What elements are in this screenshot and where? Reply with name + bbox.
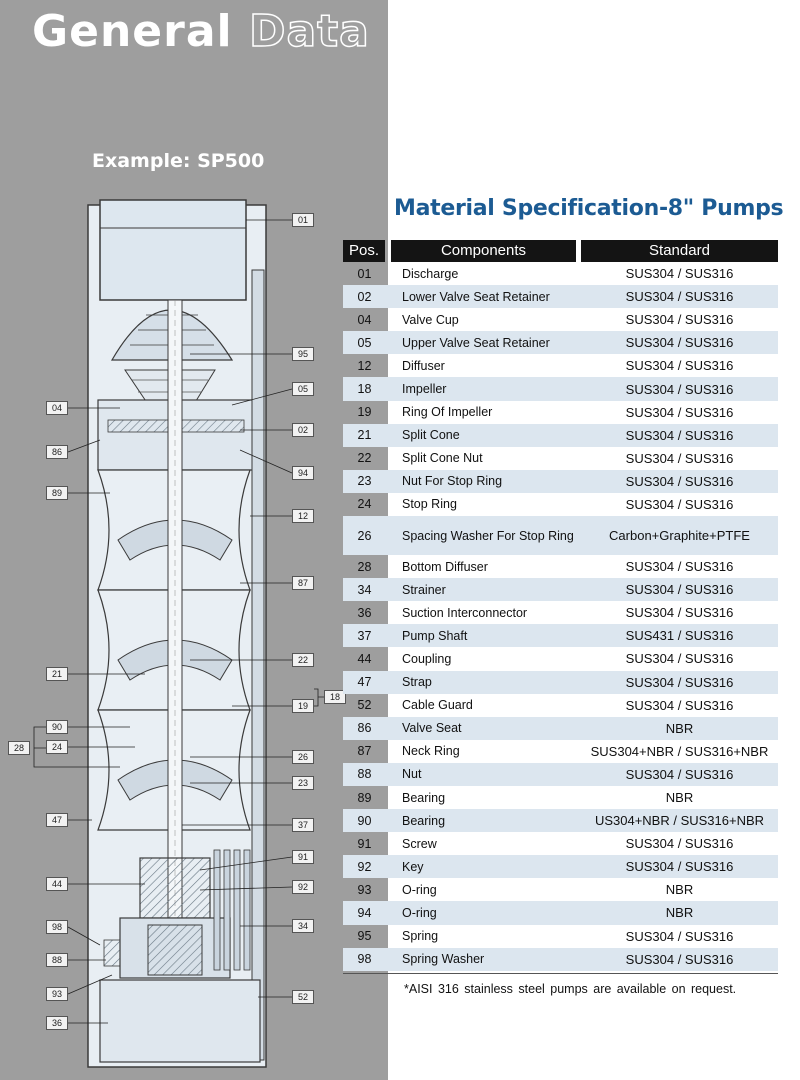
row-component: Spring (402, 929, 439, 944)
table-row (343, 401, 778, 424)
row-component: Ring Of Impeller (402, 405, 493, 420)
diagram-label-19: 19 (292, 699, 314, 713)
row-standard: SUS304 / SUS316 (625, 582, 734, 598)
row-standard: SUS304 / SUS316 (625, 473, 734, 489)
row-component: O-ring (402, 882, 437, 897)
diagram-label-12: 12 (292, 509, 314, 523)
row-standard: NBR (665, 790, 694, 806)
row-pos: 34 (357, 582, 372, 597)
table-row (343, 809, 778, 832)
diagram-label-26: 26 (292, 750, 314, 764)
row-standard: SUS304 / SUS316 (625, 496, 734, 512)
table-row (343, 878, 778, 901)
row-pos: 18 (357, 382, 372, 397)
row-component: Valve Cup (402, 312, 459, 327)
table-row (343, 447, 778, 470)
row-standard: SUS304 / SUS316 (625, 559, 734, 575)
spec-table-body (343, 262, 778, 971)
table-row (343, 671, 778, 694)
row-standard: SUS304 / SUS316 (625, 651, 734, 667)
row-pos: 05 (357, 335, 372, 350)
diagram-label-05: 05 (292, 382, 314, 396)
table-row (343, 308, 778, 331)
diagram-label-02: 02 (292, 423, 314, 437)
row-standard: Carbon+Graphite+PTFE (609, 528, 750, 544)
row-component: Stop Ring (402, 497, 457, 512)
coupling (140, 858, 210, 918)
table-row (343, 901, 778, 924)
header-pos: Pos. (343, 240, 385, 262)
row-pos: 21 (357, 428, 372, 443)
table-bottom-rule (343, 973, 778, 974)
row-component: Nut For Stop Ring (402, 474, 503, 489)
table-row (343, 424, 778, 447)
diagram-label-47: 47 (46, 813, 68, 827)
table-row (343, 832, 778, 855)
row-standard: SUS304 / SUS316 (625, 859, 734, 875)
row-pos: 92 (357, 859, 372, 874)
row-component: Discharge (402, 266, 459, 281)
row-standard: SUS304 / SUS316 (625, 951, 734, 967)
row-component: Lower Valve Seat Retainer (402, 289, 550, 304)
example-label: Example: SP500 (92, 150, 265, 172)
row-standard: SUS304 / SUS316 (625, 766, 734, 782)
title-word-data: Data (248, 6, 370, 57)
title-word-general: General (32, 6, 233, 57)
row-component: Diffuser (402, 358, 445, 373)
table-row (343, 855, 778, 878)
table-row (343, 354, 778, 377)
row-standard: SUS304 / SUS316 (625, 697, 734, 713)
row-standard: SUS304 / SUS316 (625, 335, 734, 351)
diagram-label-44: 44 (46, 877, 68, 891)
table-row (343, 578, 778, 601)
spec-table-header (343, 240, 778, 262)
spec-title: Material Specification-8" Pumps (394, 196, 784, 221)
row-pos: 98 (357, 952, 372, 967)
row-pos: 36 (357, 605, 372, 620)
row-standard: US304+NBR / SUS316+NBR (594, 813, 765, 829)
table-row (343, 624, 778, 647)
row-pos: 52 (357, 698, 372, 713)
row-pos: 24 (357, 497, 372, 512)
row-pos: 37 (357, 628, 372, 643)
row-component: Bearing (402, 790, 446, 805)
row-standard: SUS304 / SUS316 (625, 836, 734, 852)
table-row (343, 555, 778, 578)
row-pos: 91 (357, 836, 372, 851)
row-component: Spring Washer (402, 952, 485, 967)
diagram-label-04: 04 (46, 401, 68, 415)
table-row (343, 786, 778, 809)
row-pos: 47 (357, 675, 372, 690)
diagram-label-37: 37 (292, 818, 314, 832)
table-row (343, 740, 778, 763)
table-row (343, 763, 778, 786)
row-standard: NBR (665, 882, 694, 898)
row-pos: 26 (357, 528, 372, 543)
row-pos: 89 (357, 790, 372, 805)
table-row (343, 285, 778, 308)
row-pos: 88 (357, 767, 372, 782)
table-row (343, 925, 778, 948)
diagram-label-95: 95 (292, 347, 314, 361)
row-component: Split Cone Nut (402, 451, 483, 466)
row-standard: SUS304 / SUS316 (625, 358, 734, 374)
diagram-label-89: 89 (46, 486, 68, 500)
row-component: Upper Valve Seat Retainer (402, 335, 550, 350)
diagram-label-88: 88 (46, 953, 68, 967)
table-row (343, 331, 778, 354)
table-row (343, 470, 778, 493)
table-row (343, 717, 778, 740)
row-pos: 23 (357, 474, 372, 489)
cable-guard (252, 270, 264, 1060)
row-pos: 04 (357, 312, 372, 327)
discharge-part (100, 200, 246, 300)
diagram-label-34: 34 (292, 919, 314, 933)
row-component: Key (402, 859, 424, 874)
row-standard: SUS304 / SUS316 (625, 381, 734, 397)
table-row (343, 262, 778, 285)
row-component: Screw (402, 836, 437, 851)
header-components: Components (391, 240, 576, 262)
table-row (343, 694, 778, 717)
row-component: Strap (402, 675, 432, 690)
diagram-label-90: 90 (46, 720, 68, 734)
row-pos: 12 (357, 358, 372, 373)
row-component: Bearing (402, 813, 446, 828)
row-component: Neck Ring (402, 744, 460, 759)
row-component: Suction Interconnector (402, 605, 528, 620)
table-row (343, 377, 778, 400)
row-standard: SUS304 / SUS316 (625, 674, 734, 690)
row-pos: 90 (357, 813, 372, 828)
pump-cross-section-diagram (0, 0, 388, 1080)
diagram-label-92: 92 (292, 880, 314, 894)
row-pos: 44 (357, 651, 372, 666)
diagram-label-93: 93 (46, 987, 68, 1001)
row-standard: SUS304 / SUS316 (625, 404, 734, 420)
table-row (343, 601, 778, 624)
diagram-label-01: 01 (292, 213, 314, 227)
row-pos: 95 (357, 929, 372, 944)
row-pos: 87 (357, 744, 372, 759)
row-component: Strainer (402, 582, 446, 597)
row-standard: SUS304 / SUS316 (625, 266, 734, 282)
row-standard: NBR (665, 720, 694, 736)
row-pos: 28 (357, 559, 372, 574)
table-row (343, 948, 778, 971)
row-component: Valve Seat (402, 721, 462, 736)
row-component: Cable Guard (402, 698, 473, 713)
row-component: Split Cone (402, 428, 460, 443)
row-component: Pump Shaft (402, 628, 468, 643)
table-row (343, 647, 778, 670)
diagram-label-52: 52 (292, 990, 314, 1004)
footnote: *AISI 316 stainless steel pumps are available on request. (404, 982, 737, 996)
diagram-label-86: 86 (46, 445, 68, 459)
row-component: Nut (402, 767, 422, 782)
diagram-label-23: 23 (292, 776, 314, 790)
row-standard: SUS304 / SUS316 (625, 312, 734, 328)
row-component: Spacing Washer For Stop Ring (402, 528, 574, 543)
row-pos: 01 (357, 266, 372, 281)
table-row (343, 493, 778, 516)
diagram-label-18: 18 (324, 690, 346, 704)
diagram-label-36: 36 (46, 1016, 68, 1030)
diagram-label-24: 24 (46, 740, 68, 754)
row-standard: SUS304 / SUS316 (625, 450, 734, 466)
table-row (343, 516, 778, 555)
diagram-label-22: 22 (292, 653, 314, 667)
row-standard: SUS304 / SUS316 (625, 289, 734, 305)
row-standard: NBR (665, 905, 694, 921)
row-pos: 94 (357, 905, 372, 920)
row-standard: SUS431 / SUS316 (625, 628, 734, 644)
diagram-label-87: 87 (292, 576, 314, 590)
diagram-label-91: 91 (292, 850, 314, 864)
row-pos: 22 (357, 451, 372, 466)
row-pos: 86 (357, 721, 372, 736)
diagram-label-21: 21 (46, 667, 68, 681)
row-component: Bottom Diffuser (402, 559, 488, 574)
row-standard: SUS304 / SUS316 (625, 928, 734, 944)
row-pos: 93 (357, 882, 372, 897)
row-pos: 19 (357, 405, 372, 420)
diagram-label-98: 98 (46, 920, 68, 934)
row-pos: 02 (357, 289, 372, 304)
row-standard: SUS304+NBR / SUS316+NBR (590, 743, 769, 759)
suction-interconnector (100, 980, 260, 1062)
spec-table (343, 240, 778, 971)
diagram-label-28: 28 (8, 741, 30, 755)
row-standard: SUS304 / SUS316 (625, 427, 734, 443)
diagram-label-94: 94 (292, 466, 314, 480)
row-component: O-ring (402, 905, 437, 920)
header-standard: Standard (581, 240, 778, 262)
row-standard: SUS304 / SUS316 (625, 605, 734, 621)
row-component: Coupling (402, 651, 452, 666)
row-component: Impeller (402, 382, 447, 397)
